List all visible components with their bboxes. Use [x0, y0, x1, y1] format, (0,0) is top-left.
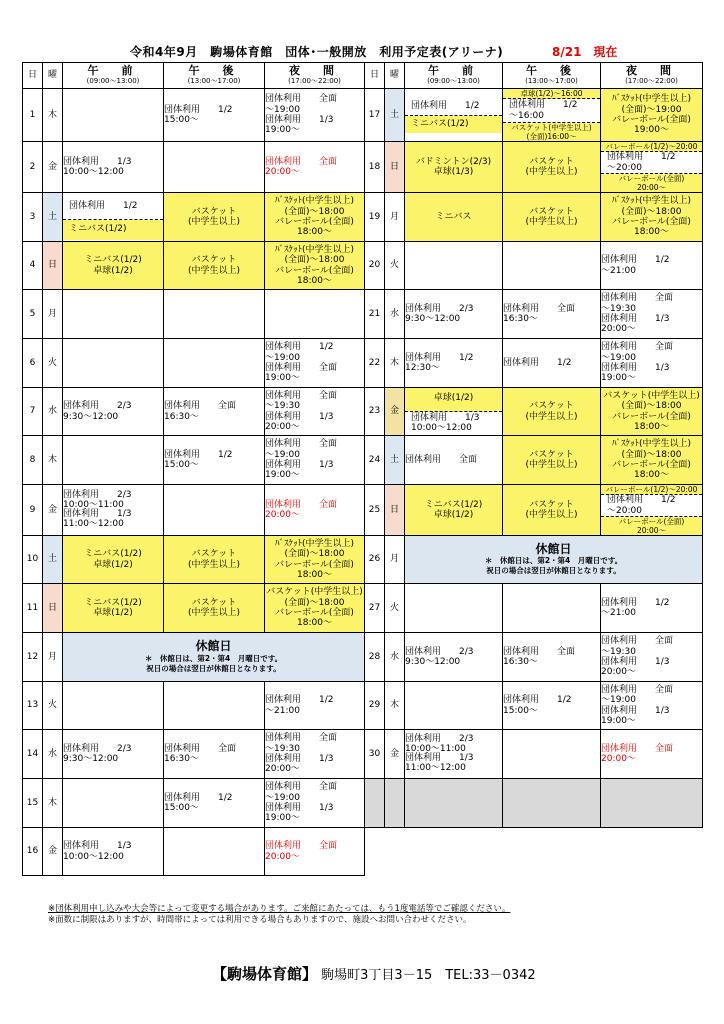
day-number: 22	[365, 339, 385, 388]
day-number: 25	[365, 485, 385, 536]
night-slot: 団体利用 1/2 ～21:00	[601, 242, 703, 290]
am-slot	[405, 242, 503, 290]
table-row	[23, 730, 703, 779]
night-slot: 団体利用 1/2 ～19:00 団体利用 全面 19:00～	[265, 339, 365, 388]
weekday: 土	[385, 89, 405, 142]
weekday: 水	[385, 633, 405, 682]
day-number: 16	[23, 828, 43, 876]
night-slot: 団体利用 全面 ～19:00 団体利用 1/3 19:00～	[601, 682, 703, 730]
am-slot: ミニバス(1/2) 卓球(1/2)	[63, 536, 164, 584]
empty-area	[365, 828, 703, 876]
day-number: 24	[365, 436, 385, 485]
pm-slot: 団体利用 全面 16:30～	[164, 730, 265, 779]
day-number: 21	[365, 290, 385, 339]
day-number: 14	[23, 730, 43, 779]
am-slot	[405, 89, 503, 142]
weekday: 火	[385, 584, 405, 633]
weekday: 金	[43, 142, 63, 193]
am-slot-part: 団体利用 1/3 10:00～12:00	[411, 412, 480, 434]
day-number: 17	[365, 89, 385, 142]
day-number: 7	[23, 388, 43, 436]
am-slot: 団体利用 2/3 10:00～11:00 団体利用 1/3 11:00～12:00	[405, 730, 503, 779]
night-slot: ﾊﾞｽｹｯﾄ(中学生以上) (全面)～18:00 バレーボール(全面) 18:00～	[265, 536, 365, 584]
weekday: 木	[43, 436, 63, 485]
night-slot: 団体利用 全面 ～19:30 団体利用 1/3 20:00～	[601, 290, 703, 339]
day-number: 30	[365, 730, 385, 779]
day-number: 12	[23, 633, 43, 682]
footer-note: ※面数に制限はありますが、時間帯によっては利用できる場合もありますので、施設へお問い合わせください。	[48, 915, 472, 925]
am-slot: ミニバス(1/2) 卓球(1/2)	[63, 242, 164, 290]
weekday: 金	[43, 828, 63, 876]
holiday-notice	[63, 633, 365, 682]
weekday: 月	[385, 193, 405, 242]
table-row	[23, 193, 703, 242]
table-row	[23, 485, 703, 536]
night-slot: ﾊﾞｽｹｯﾄ(中学生以上) (全面)～18:00 バレーボール(全面) 18:00～	[601, 436, 703, 485]
table-row	[23, 89, 703, 142]
day-number: 29	[365, 682, 385, 730]
table-row	[23, 682, 703, 730]
holiday-note: ＊ 休館日は、第2・第4 月曜日です。	[484, 556, 623, 566]
am-slot	[63, 436, 164, 485]
am-slot-part: ミニバス(1/2)	[405, 116, 502, 133]
weekday: 日	[385, 142, 405, 193]
venue-address	[212, 963, 536, 984]
venue-name: 【駒場体育館】	[212, 965, 318, 983]
am-slot: 団体利用 2/3 10:00～11:00 団体利用 1/3 11:00～12:00	[63, 485, 164, 536]
night-slot-part: 団体利用 1/2 ～20:00	[601, 495, 702, 517]
header-day: 日	[23, 63, 43, 89]
header-night: 夜 間 (17:00～22:00)	[601, 63, 703, 89]
day-number: 13	[23, 682, 43, 730]
night-slot-part: バレーボール(全面) 20:00～	[601, 517, 702, 535]
night-slot: 団体利用 全面 ～19:00 団体利用 1/3 19:00～	[265, 436, 365, 485]
table-row	[23, 633, 703, 682]
day-number: 27	[365, 584, 385, 633]
night-slot: 団体利用 全面 ～19:30 団体利用 1/3 20:00～	[601, 633, 703, 682]
pm-slot: 団体利用 1/2 15:00～	[164, 779, 265, 828]
holiday-note: 祝日の場合は翌日が休館日となります。	[146, 663, 281, 673]
day-number: 18	[365, 142, 385, 193]
night-slot: 団体利用 1/2 ～21:00	[601, 584, 703, 633]
pm-slot	[164, 828, 265, 876]
table-row	[23, 388, 703, 436]
pm-slot: バスケット (中学生以上)	[164, 584, 265, 633]
night-slot-part: バレーボール(1/2)～20:00	[601, 142, 702, 152]
pm-slot	[164, 290, 265, 339]
night-slot: ﾊﾞｽｹｯﾄ(中学生以上) (全面)～18:00 バレーボール(全面) 18:00～	[265, 242, 365, 290]
am-slot: 団体利用 1/3 10:00～12:00	[63, 828, 164, 876]
empty-cell	[365, 779, 385, 828]
night-slot: 団体利用 全面 20:00～	[265, 142, 365, 193]
weekday: 木	[43, 779, 63, 828]
pm-slot: 団体利用 1/2 15:00～	[164, 89, 265, 142]
day-number: 23	[365, 388, 385, 436]
weekday: 金	[43, 485, 63, 536]
pm-slot: バスケット (中学生以上)	[164, 193, 265, 242]
as-of-date: 8/21 現在	[552, 45, 618, 59]
day-number: 15	[23, 779, 43, 828]
weekday: 金	[385, 388, 405, 436]
pm-slot-part: 団体利用 1/2 ～16:00	[503, 99, 600, 123]
pm-slot-part: 卓球(1/2)～16:00	[503, 89, 600, 99]
am-slot	[405, 584, 503, 633]
night-slot: 団体利用 全面 ～19:30 団体利用 1/3 20:00～	[265, 730, 365, 779]
empty-cell	[405, 779, 503, 828]
am-slot: 団体利用 2/3 9:30～12:00	[405, 290, 503, 339]
pm-slot: 団体利用 1/2 15:00～	[503, 682, 601, 730]
weekday: 月	[385, 536, 405, 584]
weekday: 月	[43, 290, 63, 339]
header-day: 日	[365, 63, 385, 89]
day-number: 20	[365, 242, 385, 290]
table-row	[23, 242, 703, 290]
day-number: 6	[23, 339, 43, 388]
night-slot: 団体利用 全面 ～19:00 団体利用 1/3 19:00～	[265, 89, 365, 142]
holiday-note: 祝日の場合は翌日が休館日となります。	[486, 566, 621, 576]
night-slot: 団体利用 全面 20:00～	[601, 730, 703, 779]
address-text: 駒場町3丁目3－15 TEL:33－0342	[321, 968, 536, 983]
weekday: 土	[43, 193, 63, 242]
night-slot: 団体利用 全面 20:00～	[265, 828, 365, 876]
weekday: 月	[43, 633, 63, 682]
header-am: 午 前 (09:00～13:00)	[405, 63, 503, 89]
table-row	[23, 339, 703, 388]
weekday: 木	[43, 89, 63, 142]
am-slot: ミニバス(1/2) 卓球(1/2)	[405, 485, 503, 536]
weekday: 日	[43, 242, 63, 290]
weekday: 火	[43, 682, 63, 730]
day-number: 1	[23, 89, 43, 142]
weekday: 金	[385, 730, 405, 779]
night-slot	[601, 142, 703, 193]
am-slot-part: 団体利用 1/2	[405, 98, 502, 117]
pm-slot: バスケット (中学生以上)	[503, 485, 601, 536]
am-slot: 団体利用 2/3 9:30～12:00	[405, 633, 503, 682]
holiday-title: 休館日	[195, 639, 232, 654]
am-slot: ミニバス	[405, 193, 503, 242]
day-number: 26	[365, 536, 385, 584]
am-slot	[405, 388, 503, 436]
pm-slot	[503, 730, 601, 779]
am-slot: ミニバス(1/2) 卓球(1/2)	[63, 584, 164, 633]
weekday: 木	[385, 339, 405, 388]
pm-slot: バスケット (中学生以上)	[503, 388, 601, 436]
pm-slot	[503, 89, 601, 142]
night-slot-part: バレーボール(全面) 20:00～	[601, 174, 702, 192]
am-slot	[63, 339, 164, 388]
night-slot-part: バレーボール(1/2)～20:00	[601, 485, 702, 495]
pm-slot: 団体利用 1/2 15:00～	[164, 436, 265, 485]
night-slot: ﾊﾞｽｹｯﾄ(中学生以上) (全面)～18:00 バレーボール(全面) 18:00～	[601, 193, 703, 242]
night-slot: ﾊﾞｽｹｯﾄ(中学生以上) (全面)～19:00 バレーボール(全面) 19:00～	[601, 89, 703, 142]
am-slot: 団体利用 1/3 10:00～12:00	[63, 142, 164, 193]
night-slot: 団体利用 全面 20:00～	[265, 485, 365, 536]
night-slot: ﾊﾞｽｹｯﾄ(中学生以上) (全面)～18:00 バレーボール(全面) 18:00～	[265, 193, 365, 242]
pm-slot	[164, 485, 265, 536]
am-slot	[63, 290, 164, 339]
night-slot	[601, 485, 703, 536]
day-number: 3	[23, 193, 43, 242]
weekday: 木	[385, 682, 405, 730]
pm-slot	[164, 339, 265, 388]
pm-slot: 団体利用 1/2	[503, 339, 601, 388]
night-slot: バスケット(中学生以上) (全面)～18:00 バレーボール(全面) 18:00～	[601, 388, 703, 436]
night-slot-part: 団体利用 1/2 ～20:00	[601, 152, 702, 174]
am-slot-part: 卓球(1/2)	[405, 388, 502, 412]
schedule-table	[22, 62, 703, 876]
day-number: 11	[23, 584, 43, 633]
holiday-note: ＊ 休館日は、第2・第4 月曜日です。	[144, 653, 283, 663]
table-row	[23, 828, 703, 876]
table-row	[23, 779, 703, 828]
am-slot	[63, 682, 164, 730]
am-slot: 団体利用 2/3 9:30～12:00	[63, 730, 164, 779]
am-slot-part: 団体利用 1/2	[63, 195, 163, 221]
holiday-title: 休館日	[535, 541, 572, 556]
pm-slot-part: バスケット(中学生以上) (全面)16:00～	[503, 123, 600, 141]
pm-slot: 団体利用 全面 16:30～	[164, 388, 265, 436]
day-number: 9	[23, 485, 43, 536]
am-slot	[63, 89, 164, 142]
pm-slot: 団体利用 全面 16:30～	[503, 633, 601, 682]
am-slot	[63, 779, 164, 828]
header-weekday: 曜	[385, 63, 405, 89]
night-slot: 団体利用 全面 ～19:00 団体利用 1/3 19:00～	[601, 339, 703, 388]
footer-note: ※団体利用申し込みや大会等によって変更する場合があります。ご来館にあたっては、もう1度電話等でご確認ください。	[48, 904, 511, 914]
weekday: 水	[385, 290, 405, 339]
night-slot: バスケット(中学生以上) (全面)～18:00 バレーボール(全面) 18:00～	[265, 584, 365, 633]
night-slot: 団体利用 全面 ～19:00 団体利用 1/3 19:00～	[265, 779, 365, 828]
day-number: 28	[365, 633, 385, 682]
am-slot	[63, 193, 164, 242]
night-slot	[265, 290, 365, 339]
empty-cell	[601, 779, 703, 828]
table-row	[23, 436, 703, 485]
weekday: 水	[43, 388, 63, 436]
page-title: 令和4年9月 駒場体育館 団体･一般開放 利用予定表(アリーナ)	[130, 45, 504, 59]
weekday: 日	[43, 584, 63, 633]
day-number: 2	[23, 142, 43, 193]
day-number: 19	[365, 193, 385, 242]
empty-cell	[385, 779, 405, 828]
pm-slot	[503, 242, 601, 290]
weekday: 火	[43, 339, 63, 388]
table-row	[23, 536, 703, 584]
header-pm: 午 後 (13:00～17:00)	[503, 63, 601, 89]
weekday: 土	[43, 536, 63, 584]
day-number: 10	[23, 536, 43, 584]
am-slot: 団体利用 1/2 12:30～	[405, 339, 503, 388]
am-slot: バドミントン(2/3) 卓球(1/3)	[405, 142, 503, 193]
pm-slot: バスケット (中学生以上)	[164, 536, 265, 584]
am-slot	[405, 682, 503, 730]
holiday-notice	[405, 536, 703, 584]
pm-slot: バスケット (中学生以上)	[503, 193, 601, 242]
weekday: 火	[385, 242, 405, 290]
pm-slot	[164, 142, 265, 193]
pm-slot: 団体利用 全面 16:30～	[503, 290, 601, 339]
weekday: 水	[43, 730, 63, 779]
night-slot: 団体利用 1/2 ～21:00	[265, 682, 365, 730]
header-row	[23, 63, 703, 89]
header-am: 午 前 (09:00～13:00)	[63, 63, 164, 89]
table-row	[23, 290, 703, 339]
am-slot-part: ミニバス(1/2)	[63, 220, 163, 240]
pm-slot	[503, 584, 601, 633]
day-number: 4	[23, 242, 43, 290]
pm-slot: バスケット (中学生以上)	[503, 436, 601, 485]
day-number: 5	[23, 290, 43, 339]
table-row	[23, 584, 703, 633]
day-number: 8	[23, 436, 43, 485]
weekday: 土	[385, 436, 405, 485]
empty-cell	[503, 779, 601, 828]
header-night: 夜 間 (17:00～22:00)	[265, 63, 365, 89]
header-pm: 午 後 (13:00～17:00)	[164, 63, 265, 89]
night-slot: 団体利用 全面 ～19:30 団体利用 1/3 20:00～	[265, 388, 365, 436]
am-slot: 団体利用 全面	[405, 436, 503, 485]
table-row	[23, 142, 703, 193]
am-slot: 団体利用 2/3 9:30～12:00	[63, 388, 164, 436]
pm-slot	[164, 682, 265, 730]
weekday: 日	[385, 485, 405, 536]
pm-slot: バスケット (中学生以上)	[164, 242, 265, 290]
header-weekday: 曜	[43, 63, 63, 89]
pm-slot: バスケット (中学生以上)	[503, 142, 601, 193]
